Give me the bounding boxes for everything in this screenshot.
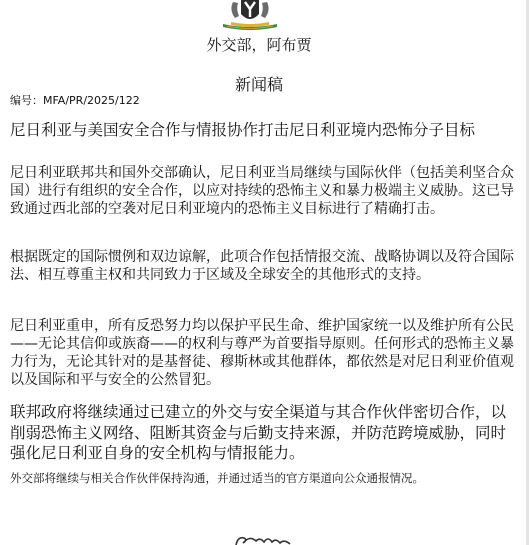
handwritten-signature [210,532,320,545]
paragraph-3: 尼日利亚重申，所有反恐努力均以保护平民生命、维护国家统一以及维护所有公民——无论其信仰或族裔——的权利与尊严为首要指导原则。任何形式的恐怖主义暴力行为，无论其针对的是基督徒、穆斯林或其他群体，都依然是对尼日利亚价值观以及国际和平与安全的公然冒犯。 [10,318,514,388]
article-headline: 尼日利亚与美国安全合作与情报协作打击尼日利亚境内恐怖分子目标 [10,121,476,139]
paragraph-1: 尼日利亚联邦共和国外交部确认，尼日利亚当局继续与国际伙伴（包括美利坚合众国）进行有组织的安全合作，以应对持续的恐怖主义和暴力极端主义威胁。这已导致通过西北部的空袭对尼日利亚境内的恐怖主义目标进行了精确打击。 [10,165,514,217]
paragraph-2: 根据既定的国际惯例和双边谅解，此项合作包括情报交流、战略协调以及符合国际法、相互尊重主权和共同致力于区域及全球安全的其他形式的支持。 [10,249,514,283]
closing-note: 外交部将继续与相关合作伙伴保持沟通，并通过适当的官方渠道向公众通报情况。 [10,471,424,485]
reference-number: 编号：MFA/PR/2025/122 [10,94,140,107]
ministry-name: 外交部，阿布贾 [206,36,312,54]
paragraph-4: 联邦政府将继续通过已建立的外交与安全渠道与其合作伙伴密切合作，以削弱恐怖主义网络、阻断其资金与后勤支持来源，并防范跨境威胁，同时强化尼日利亚自身的安全机构与情报能力。 [10,403,507,462]
coat-of-arms-emblem [219,0,281,32]
press-release-title: 新闻稿 [234,75,283,94]
